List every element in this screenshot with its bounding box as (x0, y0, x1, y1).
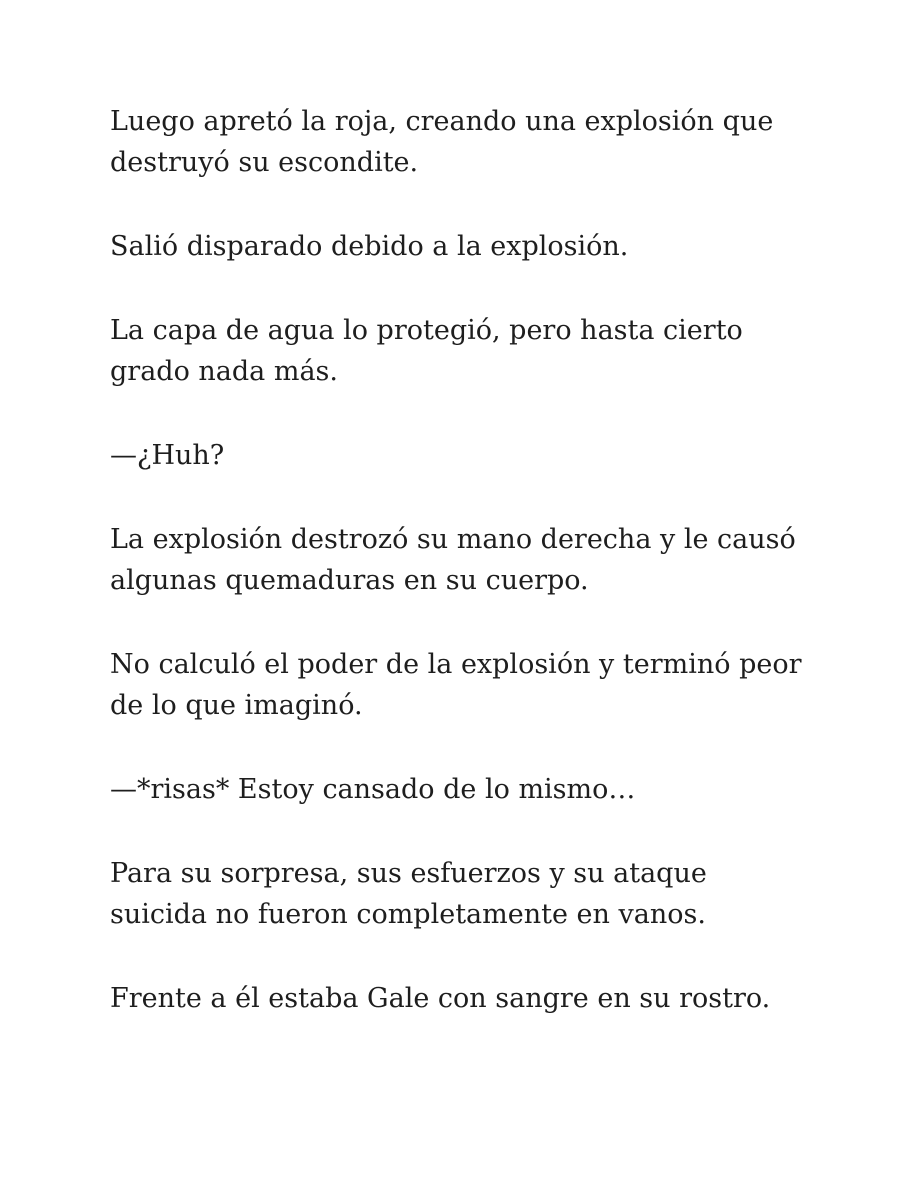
paragraph: Luego apretó la roja, creando una explosión que destruyó su escondite. (110, 106, 774, 178)
paragraph: La explosión destrozó su mano derecha y le causó algunas quemaduras en su cuerpo. (110, 524, 796, 596)
paragraph: —*risas* Estoy cansado de lo mismo… (110, 774, 636, 805)
paragraph: La capa de agua lo protegió, pero hasta cierto grado nada más. (110, 315, 743, 387)
paragraph: Salió disparado debido a la explosión. (110, 231, 629, 262)
paragraph: No calculó el poder de la explosión y terminó peor de lo que imaginó. (110, 649, 802, 721)
paragraph: —¿Huh? (110, 440, 225, 471)
document-body (110, 101, 810, 1062)
paragraph: Frente a él estaba Gale con sangre en su rostro. (110, 983, 771, 1014)
paragraph: Para su sorpresa, sus esfuerzos y su ataque suicida no fueron completamente en vanos. (110, 858, 707, 930)
